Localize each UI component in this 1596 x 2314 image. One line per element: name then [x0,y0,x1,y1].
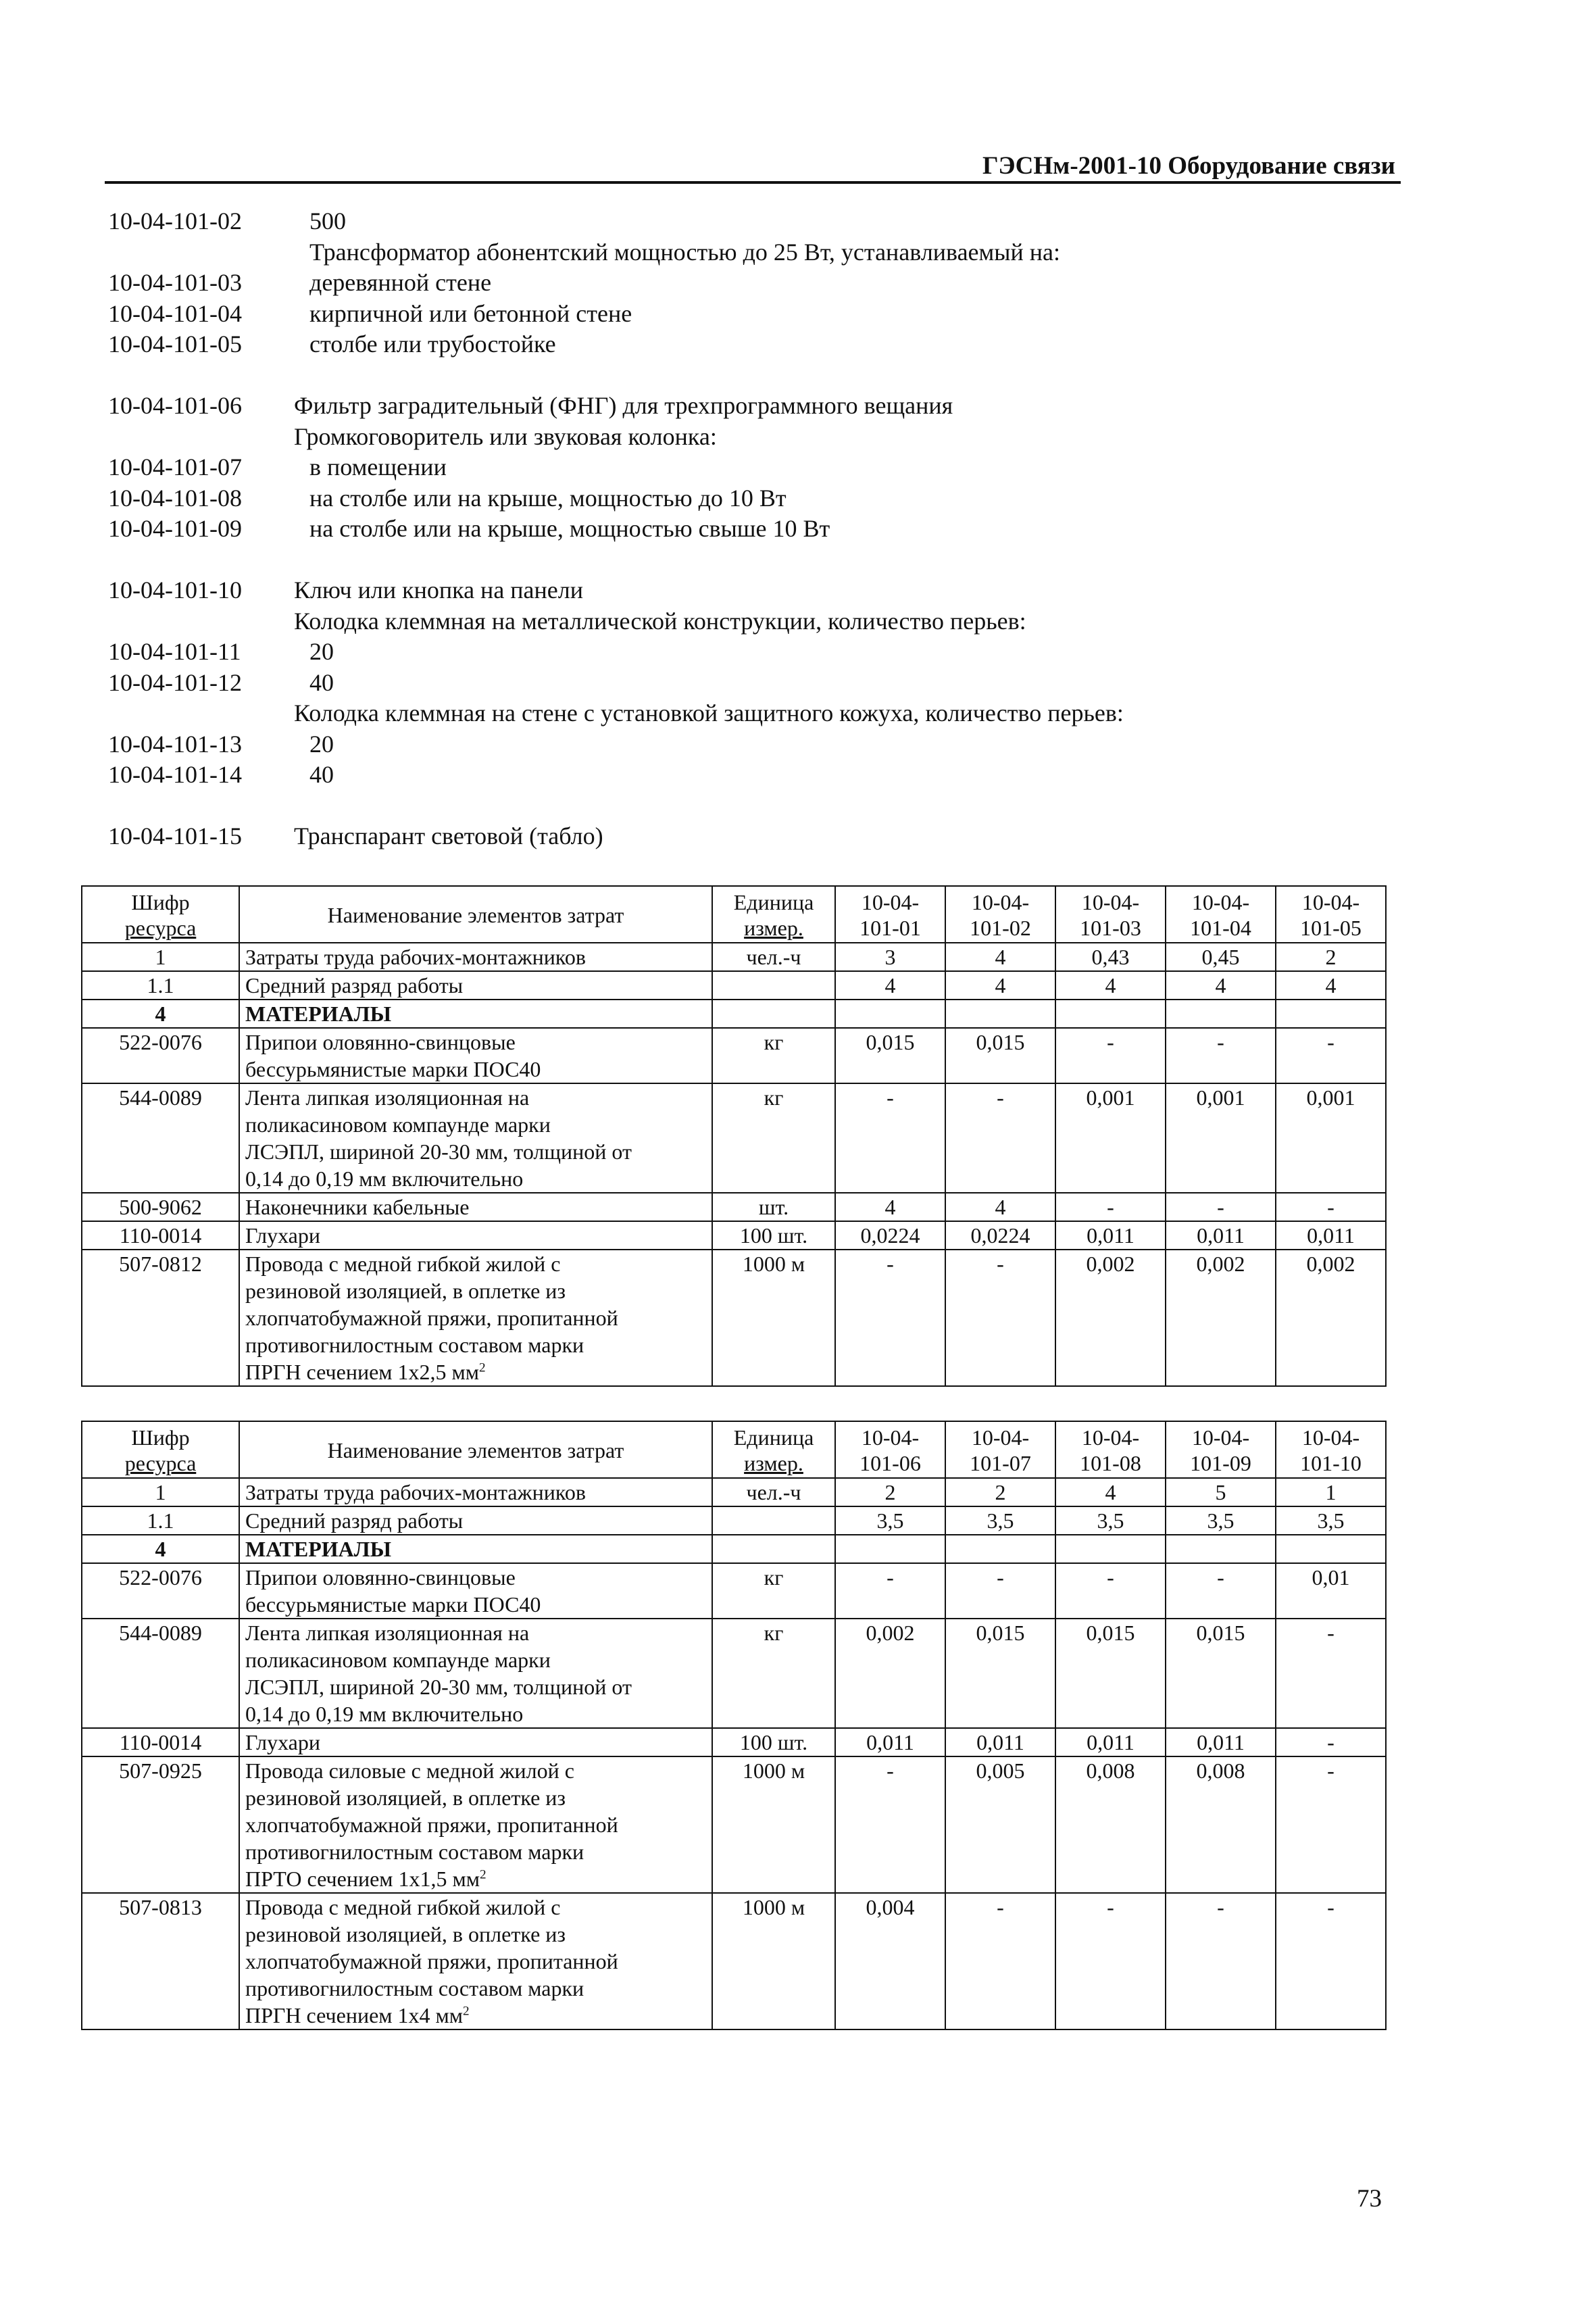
norm-code: 10-04-101-12 [108,668,242,696]
norm-code: 10-04-101-04 [108,299,242,327]
norm-code: 10-04-101-13 [108,730,242,758]
resource-value: - [1276,1028,1386,1083]
list-item [108,422,1392,453]
norm-code: 10-04-101-08 [108,484,242,512]
norm-code: 10-04-101-14 [108,761,242,788]
list-item [108,760,1392,791]
norm-description: 20 [309,730,334,758]
resource-value: - [1276,1193,1386,1221]
norm-code: 10-04-101-06 [108,392,242,419]
list-item [108,452,1392,483]
resource-name: Глухари [239,1221,712,1250]
header-norm-code: 10-04- 101-02 [945,886,1055,943]
resource-unit: чел.-ч [712,1478,835,1506]
resource-value: 0,015 [1166,1619,1276,1728]
resource-value: 0,45 [1166,943,1276,971]
resource-value: 4 [835,971,945,1000]
resource-value: 4 [945,943,1055,971]
resource-code: 544-0089 [82,1083,239,1193]
resource-value: - [1276,1619,1386,1728]
header-unit-line2: измер. [744,916,803,940]
resource-code: 1 [82,1478,239,1506]
resource-value: 3,5 [1276,1506,1386,1535]
norm-description: 500 [309,207,346,235]
norm-description: Колодка клеммная на стене с установкой защитного кожуха, количество перьев: [294,699,1124,727]
resource-value: 0,002 [1055,1250,1166,1386]
resource-value: 0,005 [945,1756,1055,1893]
norm-code: 10-04-101-11 [108,638,241,665]
norm-code: 10-04-101-15 [108,822,242,850]
header-code-line1: Шифр [131,1425,190,1450]
resource-value [945,1535,1055,1563]
list-item [108,514,1392,545]
norm-description: 40 [309,668,334,696]
resource-value: 0,43 [1055,943,1166,971]
resource-value: 4 [945,1193,1055,1221]
resource-name: МАТЕРИАЛЫ [239,1000,712,1028]
page-number: 73 [1357,2185,1382,2213]
resource-code: 110-0014 [82,1728,239,1756]
resource-name: Глухари [239,1728,712,1756]
resource-name: Средний разряд работы [239,1506,712,1535]
resource-value: - [945,1893,1055,2029]
resource-value: 0,004 [835,1893,945,2029]
table-row [82,1893,1386,2029]
resource-value: - [835,1083,945,1193]
table-row [82,1535,1386,1563]
resource-value: 0,002 [835,1619,945,1728]
table-row [82,943,1386,971]
header-unit-line1: Единица [733,1425,814,1450]
norm-description: Фильтр заградительный (ФНГ) для трехпрограммного вещания [294,392,953,419]
resource-value: 0,015 [1055,1619,1166,1728]
table-row [82,1506,1386,1535]
list-item [108,606,1392,637]
resource-name: Лента липкая изоляционная на поликасиновом компаунде марки ЛСЭПЛ, шириной 20-30 мм, толщиной от 0,14 до 0,19 мм включительно [239,1083,712,1193]
resource-name: Лента липкая изоляционная на поликасиновом компаунде марки ЛСЭПЛ, шириной 20-30 мм, толщиной от 0,14 до 0,19 мм включительно [239,1619,712,1728]
resource-unit [712,971,835,1000]
norm-code: 10-04-101-09 [108,515,242,542]
resource-value: 2 [835,1478,945,1506]
resource-unit: 1000 м [712,1250,835,1386]
resource-value: - [1166,1893,1276,2029]
resource-value: - [945,1250,1055,1386]
resource-value: 0,011 [835,1728,945,1756]
resource-value [945,1000,1055,1028]
resource-value: 0,011 [945,1728,1055,1756]
resource-value: 3 [835,943,945,971]
resource-value: - [1055,1563,1166,1619]
resource-value: - [1166,1028,1276,1083]
norm-description: Трансформатор абонентский мощностью до 25 Вт, устанавливаемый на: [309,238,1061,266]
resource-value: 0,0224 [945,1221,1055,1250]
superscript: 2 [480,1867,487,1882]
norm-description: 20 [309,638,334,665]
norm-code: 10-04-101-10 [108,576,242,604]
page-header [105,149,1401,184]
norm-description: 40 [309,761,334,788]
resource-code: 1.1 [82,1506,239,1535]
table-row [82,1250,1386,1386]
resource-value: - [1055,1028,1166,1083]
resource-value: - [1166,1193,1276,1221]
superscript: 2 [463,2004,470,2019]
norm-list [108,206,1392,852]
resource-value: 4 [1166,971,1276,1000]
resource-code: 507-0813 [82,1893,239,2029]
header-unit [712,886,835,943]
resource-value: 0,001 [1276,1083,1386,1193]
resource-value: 0,008 [1166,1756,1276,1893]
resource-value [1276,1535,1386,1563]
norm-description: Колодка клеммная на металлической конструкции, количество перьев: [294,607,1026,635]
resource-code: 1 [82,943,239,971]
resource-value: 2 [945,1478,1055,1506]
table-header-row [82,886,1386,943]
resource-unit [712,1506,835,1535]
resource-code: 1.1 [82,971,239,1000]
resource-code: 522-0076 [82,1028,239,1083]
resource-code: 507-0925 [82,1756,239,1893]
resource-value [1166,1535,1276,1563]
resource-code: 544-0089 [82,1619,239,1728]
norm-description: кирпичной или бетонной стене [309,299,632,327]
resource-unit: 100 шт. [712,1221,835,1250]
resource-value: 0,015 [835,1028,945,1083]
resource-value: - [1276,1728,1386,1756]
resource-value: 4 [945,971,1055,1000]
resource-unit: шт. [712,1193,835,1221]
resource-unit: кг [712,1028,835,1083]
list-gap [108,545,1392,576]
header-code-line2: ресурса [124,916,197,940]
resource-code: 522-0076 [82,1563,239,1619]
list-item [108,391,1392,422]
resource-code: 4 [82,1535,239,1563]
resource-unit: 1000 м [712,1893,835,2029]
table-row [82,1728,1386,1756]
resource-value: 3,5 [1055,1506,1166,1535]
resource-value: 0,011 [1166,1728,1276,1756]
resource-value: 0,011 [1055,1221,1166,1250]
list-item [108,329,1392,360]
resource-value: 4 [1055,971,1166,1000]
table-row [82,1563,1386,1619]
list-item [108,668,1392,699]
resource-value: - [1166,1563,1276,1619]
list-gap [108,791,1392,822]
superscript: 2 [479,1360,486,1375]
header-unit-line2: измер. [744,1451,803,1475]
resource-value: 5 [1166,1478,1276,1506]
resource-unit [712,1535,835,1563]
resource-value: 0,001 [1166,1083,1276,1193]
table-row [82,1193,1386,1221]
norm-description: на столбе или на крыше, мощностью до 10 Вт [309,484,787,512]
resource-code: 110-0014 [82,1221,239,1250]
resource-value: - [1276,1893,1386,2029]
resource-value: - [1276,1756,1386,1893]
resource-value: 0,011 [1276,1221,1386,1250]
resource-unit [712,1000,835,1028]
header-norm-code: 10-04- 101-08 [1055,1421,1166,1478]
list-item [108,268,1392,299]
list-item [108,237,1392,268]
resource-value [1166,1000,1276,1028]
table-row [82,1028,1386,1083]
resource-value [835,1535,945,1563]
resource-name: Затраты труда рабочих-монтажников [239,1478,712,1506]
header-unit-line1: Единица [733,890,814,914]
norm-code: 10-04-101-05 [108,330,242,358]
list-gap [108,360,1392,391]
resource-value: 4 [1276,971,1386,1000]
list-item [108,637,1392,668]
header-norm-code: 10-04- 101-06 [835,1421,945,1478]
header-norm-code: 10-04- 101-04 [1166,886,1276,943]
resource-value: - [835,1756,945,1893]
header-unit [712,1421,835,1478]
header-title: ГЭСНм-2001-10 Оборудование связи [982,152,1395,180]
norm-code: 10-04-101-07 [108,453,242,481]
resource-name: Средний разряд работы [239,971,712,1000]
resource-value [835,1000,945,1028]
resource-name: Наконечники кабельные [239,1193,712,1221]
header-norm-code: 10-04- 101-01 [835,886,945,943]
table-header-row [82,1421,1386,1478]
resource-name: Провода силовые с медной жилой с резиновой изоляцией, в оплетке из хлопчатобумажной пряжи, пропитанной противогнилостным составом марки ПРТО сечением 1х1,5 $мм^2$ [239,1756,712,1893]
resource-value: - [835,1563,945,1619]
resource-value: - [1055,1893,1166,2029]
resource-name: МАТЕРИАЛЫ [239,1535,712,1563]
header-code-line2: ресурса [124,1451,197,1475]
header-name: Наименование элементов затрат [239,886,712,943]
list-item [108,483,1392,514]
resource-unit: кг [712,1083,835,1193]
list-item [108,206,1392,237]
resource-unit: 100 шт. [712,1728,835,1756]
resource-name: Провода с медной гибкой жилой с резиновой изоляцией, в оплетке из хлопчатобумажной пряжи, пропитанной противогнилостным составом марки ПРГН сечением 1х2,5 $мм^2$ [239,1250,712,1386]
resource-value [1055,1000,1166,1028]
norm-description: деревянной стене [309,269,492,296]
resource-code: 507-0812 [82,1250,239,1386]
list-item [108,575,1392,606]
norm-description: Громкоговоритель или звуковая колонка: [294,422,717,450]
resource-value: 3,5 [835,1506,945,1535]
resource-value: 4 [835,1193,945,1221]
resource-code: 4 [82,1000,239,1028]
header-norm-code: 10-04- 101-10 [1276,1421,1386,1478]
table-row [82,1619,1386,1728]
resource-unit: чел.-ч [712,943,835,971]
resource-value [1055,1535,1166,1563]
list-item [108,698,1392,729]
norm-code: 10-04-101-02 [108,207,242,235]
resource-code: 500-9062 [82,1193,239,1221]
header-norm-code: 10-04- 101-05 [1276,886,1386,943]
list-item [108,821,1392,852]
header-norm-code: 10-04- 101-07 [945,1421,1055,1478]
resource-value: 0,011 [1055,1728,1166,1756]
resource-value: 3,5 [945,1506,1055,1535]
resource-value: 0,015 [945,1028,1055,1083]
resource-unit: 1000 м [712,1756,835,1893]
resource-value: 0,015 [945,1619,1055,1728]
table-row [82,1221,1386,1250]
resource-value: 0,011 [1166,1221,1276,1250]
resource-value: 0,008 [1055,1756,1166,1893]
norm-description: Транспарант световой (табло) [294,822,603,850]
header-code-line1: Шифр [131,890,190,914]
norm-description: в помещении [309,453,447,481]
resource-name: Провода с медной гибкой жилой с резиновой изоляцией, в оплетке из хлопчатобумажной пряжи, пропитанной противогнилостным составом марки ПРГН сечением 1х4 $мм^2$ [239,1893,712,2029]
header-norm-code: 10-04- 101-09 [1166,1421,1276,1478]
resource-value: 0,002 [1276,1250,1386,1386]
resource-value [1276,1000,1386,1028]
resource-unit: кг [712,1619,835,1728]
list-item [108,299,1392,330]
resource-value: 1 [1276,1478,1386,1506]
resource-name: Припои оловянно-свинцовые бессурьмянистые марки ПОС40 [239,1563,712,1619]
resource-name: Затраты труда рабочих-монтажников [239,943,712,971]
header-name: Наименование элементов затрат [239,1421,712,1478]
resource-value: - [945,1083,1055,1193]
table-row [82,1478,1386,1506]
norm-description: Ключ или кнопка на панели [294,576,584,604]
resource-unit: кг [712,1563,835,1619]
norm-description: на столбе или на крыше, мощностью свыше 10 Вт [309,515,830,542]
resource-value: 3,5 [1166,1506,1276,1535]
table-row [82,1756,1386,1893]
resource-value: 2 [1276,943,1386,971]
resource-value: - [1055,1193,1166,1221]
resource-value: 0,001 [1055,1083,1166,1193]
resource-value: 0,01 [1276,1563,1386,1619]
header-code [82,1421,239,1478]
resource-value: 0,0224 [835,1221,945,1250]
norm-description: столбе или трубостойке [309,330,556,358]
list-item [108,729,1392,760]
resource-value: 0,002 [1166,1250,1276,1386]
resource-value: - [835,1250,945,1386]
norm-code: 10-04-101-03 [108,269,242,296]
resource-value: 4 [1055,1478,1166,1506]
table-row [82,971,1386,1000]
resource-table-2 [81,1421,1387,2030]
header-code [82,886,239,943]
resource-value: - [945,1563,1055,1619]
table-row [82,1000,1386,1028]
header-norm-code: 10-04- 101-03 [1055,886,1166,943]
resource-table-1 [81,885,1387,1387]
resource-name: Припои оловянно-свинцовые бессурьмянистые марки ПОС40 [239,1028,712,1083]
table-row [82,1083,1386,1193]
